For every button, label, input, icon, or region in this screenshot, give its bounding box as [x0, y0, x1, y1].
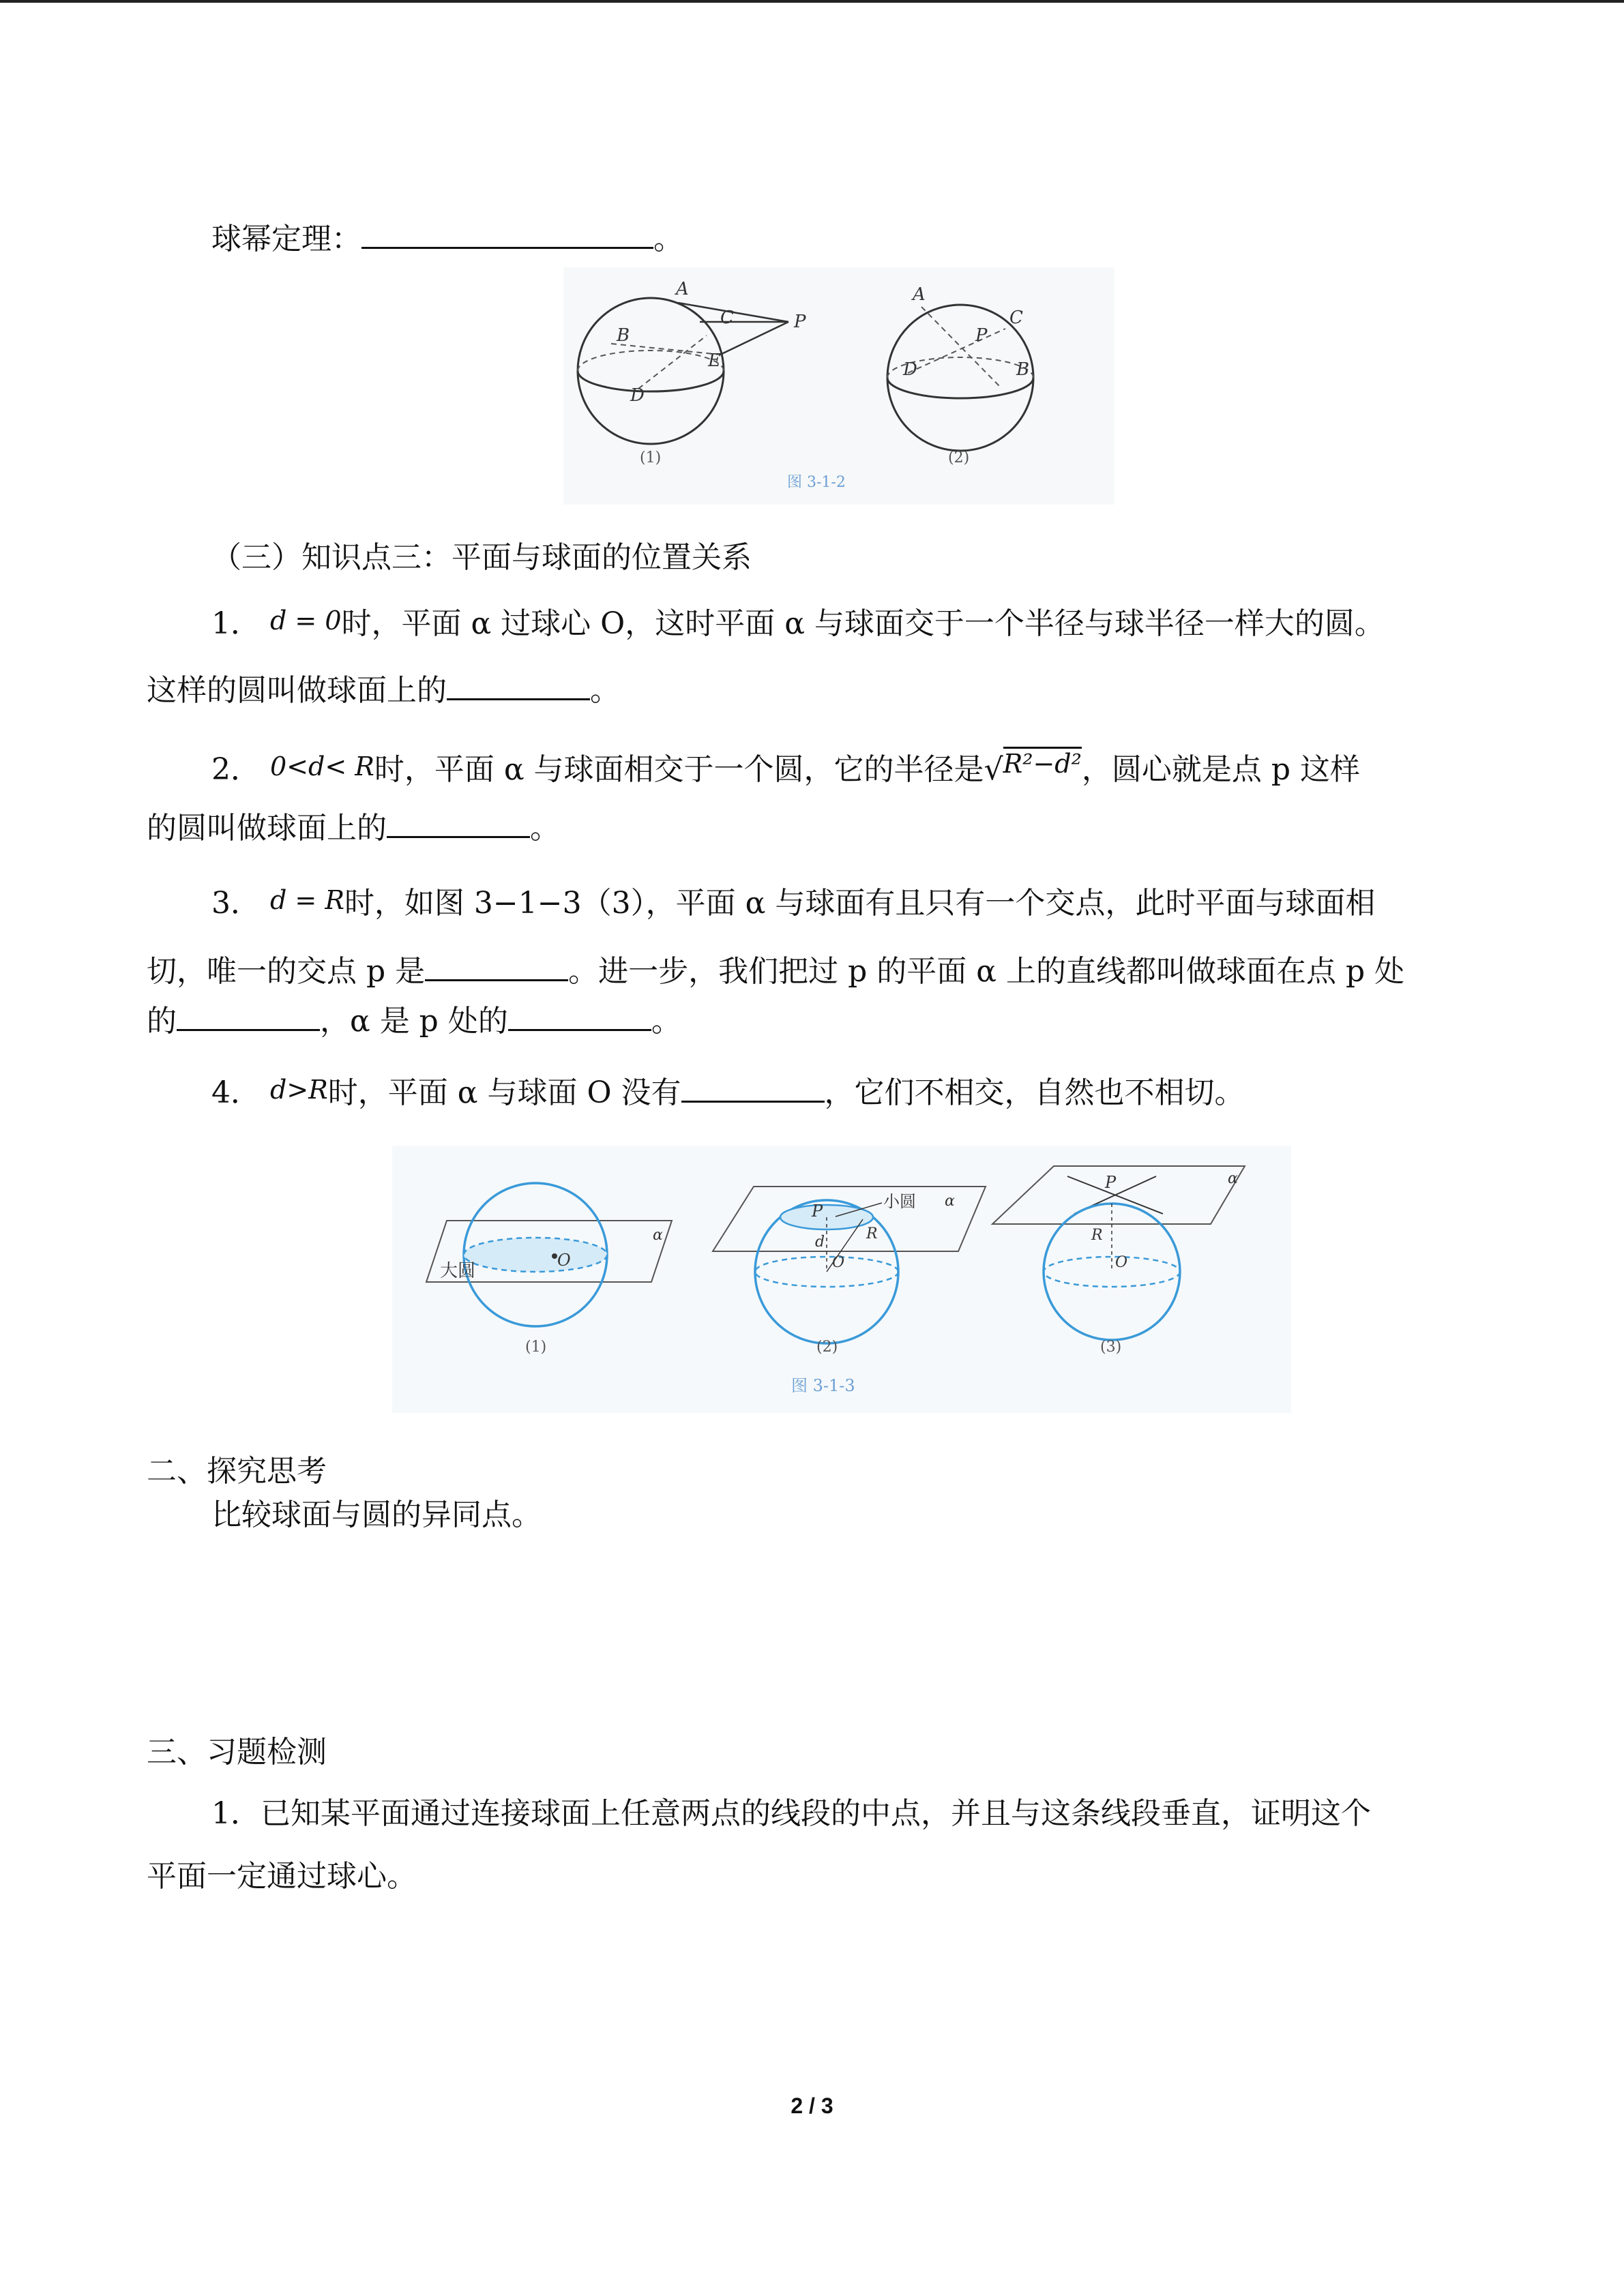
item2-text-b: ，圆心就是点 p 这样	[1081, 752, 1360, 787]
item3-text: 时，如图 3−1−3（3），平面 α 与球面有且只有一个交点，此时平面与球面相	[344, 886, 1376, 921]
item3-line2-post: 。进一步，我们把过 p 的平面 α 上的直线都叫做球面在点 p 处	[568, 954, 1405, 989]
item1-line2-text: 这样的圆叫做球面上的	[147, 673, 447, 708]
item1-math: d = 0	[270, 606, 342, 636]
label-B-2: B	[1016, 359, 1030, 380]
label-d-2: d	[815, 1234, 825, 1251]
item1-text: 时，平面 α 过球心 O，这时平面 α 与球面交于一个半径与球半径一样大的圆。	[341, 606, 1385, 641]
label-O-1: O	[557, 1251, 571, 1270]
item4-blank	[681, 1071, 825, 1103]
item2-line2-end: 。	[530, 811, 560, 846]
figure-3-1-2-caption: 图 3-1-2	[787, 474, 846, 491]
exercise-q1-line1: 1．已知某平面通过连接球面上任意两点的线段的中点，并且与这条线段垂直，证明这个	[211, 1796, 1371, 1831]
figure-3-1-3-drawing	[392, 1146, 1291, 1413]
item4-line1	[211, 1069, 1245, 1114]
label-alpha-2: α	[945, 1193, 955, 1210]
item1-blank	[447, 668, 590, 700]
item3-line3-end: 。	[651, 1004, 681, 1039]
label-A-1: A	[676, 279, 689, 299]
item3-blank-1	[425, 949, 568, 981]
item1-line2	[147, 668, 620, 711]
label-P-1: P	[794, 312, 806, 332]
item3-number: 3．	[211, 886, 261, 921]
item4-number: 4．	[211, 1075, 261, 1110]
label-small-circle: 小圆	[883, 1192, 916, 1211]
label-C-2: C	[1009, 308, 1023, 328]
item1-number: 1．	[211, 606, 261, 641]
label-great-circle: 大圆	[440, 1261, 476, 1281]
item3-line3-text: 的	[147, 1004, 177, 1039]
sub-caption-2: (2)	[948, 449, 970, 466]
explore-text: 比较球面与圆的异同点。	[211, 1497, 542, 1532]
exercise-q1-line2: 平面一定通过球心。	[147, 1859, 417, 1894]
label-R-2: R	[866, 1225, 878, 1242]
label-D-1: D	[630, 385, 645, 406]
label-E-1: E	[708, 351, 721, 371]
label-P-2: P	[975, 325, 988, 346]
item4-text-a: 时，平面 α 与球面 O 没有	[327, 1075, 681, 1110]
label-O-3: O	[1115, 1254, 1128, 1271]
power-theorem-line	[211, 217, 683, 260]
item4-math: d>R	[270, 1075, 328, 1105]
fig313-sub-2: (2)	[816, 1339, 838, 1356]
sqrt-sign: √	[984, 752, 1003, 787]
item4-text-b: ，它们不相交，自然也不相切。	[824, 1075, 1245, 1110]
item2-number: 2．	[211, 752, 261, 787]
power-theorem-blank	[361, 217, 653, 249]
item2-math: 0<d< R	[270, 751, 374, 781]
section3-heading: （三）知识点三：平面与球面的位置关系	[211, 540, 752, 575]
item2-line1	[211, 743, 1360, 790]
label-A-2: A	[913, 284, 926, 305]
figure-3-1-3-caption: 图 3-1-3	[791, 1376, 855, 1395]
item2-line2-text: 的圆叫做球面上的	[147, 811, 387, 846]
fig313-sub-1: (1)	[525, 1339, 547, 1356]
item2-text-a: 时，平面 α 与球面相交于一个圆，它的半径是	[374, 752, 984, 787]
label-alpha-3: α	[1228, 1170, 1238, 1187]
item2-blank	[387, 806, 530, 838]
label-B-1: B	[617, 325, 630, 346]
label-alpha-1: α	[653, 1227, 663, 1244]
page-top-border	[0, 0, 1624, 3]
power-theorem-label: 球幂定理：	[211, 222, 361, 256]
item3-blank-2	[177, 999, 320, 1031]
explore-heading: 二、探究思考	[147, 1454, 327, 1489]
exercise-heading: 三、习题检测	[147, 1735, 327, 1770]
item2-line2	[147, 806, 560, 849]
item3-line2	[147, 949, 1404, 992]
figure-3-1-3	[392, 1146, 1291, 1413]
item3-line3-mid: ，α 是 p 处的	[320, 1004, 508, 1039]
label-D-2: D	[903, 359, 917, 380]
fig313-sub-3: (3)	[1100, 1339, 1122, 1356]
item1-line2-end: 。	[590, 673, 620, 708]
item3-line3	[147, 999, 681, 1042]
item1-line1	[211, 600, 1385, 644]
item3-line1	[211, 880, 1375, 924]
item3-blank-3	[508, 999, 651, 1031]
sub-caption-1: (1)	[640, 449, 662, 466]
label-P-2: P	[812, 1202, 823, 1221]
item2-sqrt-radicand: R²−d²	[1003, 747, 1082, 779]
power-theorem-end: 。	[653, 222, 683, 256]
figure-3-1-2	[563, 267, 1114, 505]
label-P-3: P	[1105, 1173, 1117, 1192]
page-number: 2 / 3	[791, 2093, 833, 2118]
label-R-3: R	[1091, 1227, 1103, 1244]
item3-math: d = R	[270, 885, 344, 915]
label-C-1: C	[720, 308, 734, 328]
figure-3-1-2-drawing	[563, 267, 1114, 505]
item3-line2-text: 切，唯一的交点 p 是	[147, 954, 426, 989]
label-O-2: O	[832, 1254, 845, 1271]
